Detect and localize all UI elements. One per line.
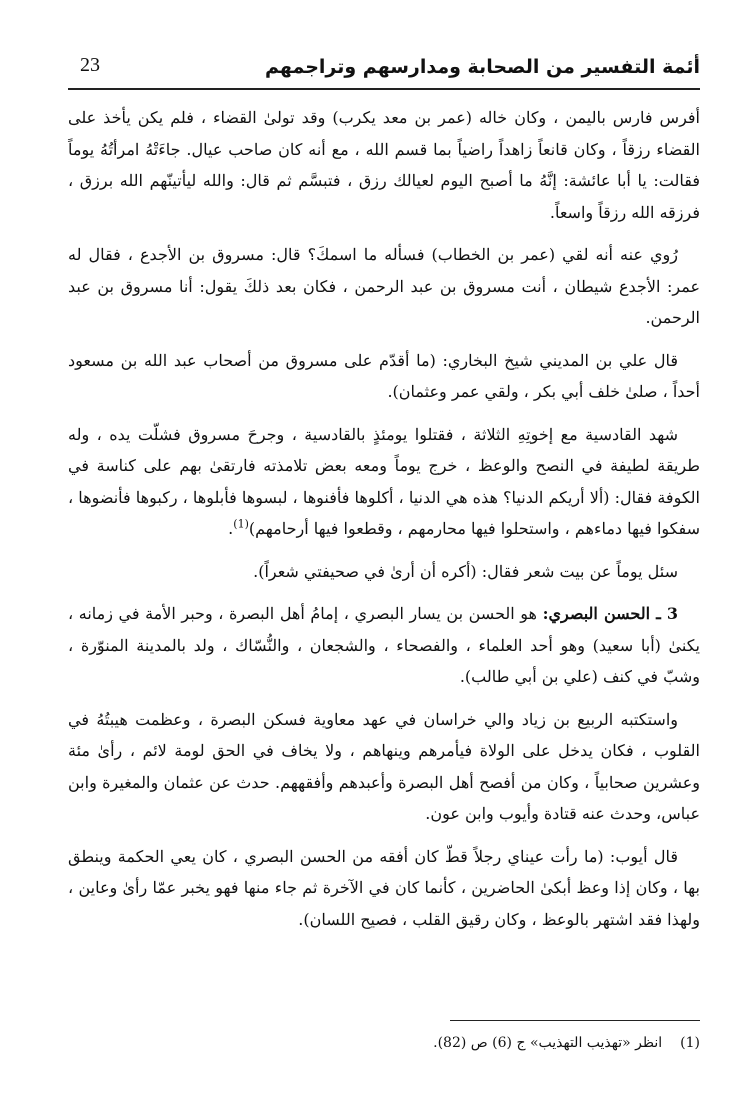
- paragraph-2: رُوي عنه أنه لقي (عمر بن الخطاب) فسأله ما اسمكَ؟ قال: مسروق بن الأجدع ، فقال له عمر: الأجدع شيطان ، أنت مسروق بن عبد الرحمن ، فكان بعد ذلكَ يقول: أنا مسروق بن عبد الرحمن.: [68, 245, 700, 327]
- paragraph-4: [68, 419, 700, 545]
- paragraph-3: قال علي بن المديني شيخ البخاري: (ما أقدّم على مسروق من أصحاب عبد الله بن مسعود أحداً ، صلىٰ خلف أبي بكر ، ولقي عمر وعثمان).: [68, 350, 700, 401]
- footnote-number: (1): [680, 1035, 700, 1051]
- section-heading: 3 ـ الحسن البصري:: [542, 604, 679, 623]
- page-number: 23: [80, 54, 100, 76]
- footnote-ref[interactable]: (1): [233, 517, 249, 531]
- body-text: [68, 102, 700, 946]
- running-header: [68, 40, 700, 90]
- footnote-text: انظر «تهذيب التهذيب» ج (6) ص (82).: [433, 1035, 663, 1051]
- paragraph-6: [68, 598, 700, 693]
- paragraph-1: أفرس فارس باليمن ، وكان خاله (عمر بن معد يكرب) وقد تولىٰ القضاء ، فلم يكن يأخذ على القضاء رزقاً ، وكان قانعاً زاهداً راضياً بما قسم الله ، مع أنه كان صاحب عيال. جاءَتْهُ امرأتُهُ يوماً فقالت: يا أبا عائشة: إنَّهُ ما أصبح اليوم لعيالك رزق ، فتبسَّم ثم قال: والله ليأتينّهم الله برزق ، فرزقه الله رزقاً واسعاً.: [68, 108, 700, 222]
- footnote-divider: [450, 1020, 700, 1021]
- header-title: أئمة التفسير من الصحابة ومدارسهم وتراجمهم: [265, 56, 700, 78]
- paragraph-4-text: شهد القادسية مع إخوتِهِ الثلاثة ، فقتلوا يومئذٍ بالقادسية ، وجرحَ مسروق فشلّت يده ، وله طريقة لطيفة في النصح والوعظ ، خرج يوماً ومعه بعض تلامذته فارتقىٰ بهم على كناسة في الكوفة فقال: (ألا أريكم الدنيا؟ هذه هي الدنيا ، أكلوها فأفنوها ، لبسوها فأبلوها ، ركبوها فأنضوها ، سفكوا فيها دماءهم ، واستحلوا فيها محارمهم ، وقطعوا فيها أرحامهم): [68, 424, 700, 538]
- document-page: [68, 40, 700, 1080]
- paragraph-5: سئل يوماً عن بيت شعر فقال: (أكره أن أرىٰ في صحيفتي شعراً).: [253, 561, 678, 581]
- paragraph-4-end: .: [228, 519, 234, 538]
- paragraph-6-text: هو الحسن بن يسار البصري ، إمامُ أهل البصرة ، وحبر الأمة في زمانه ، يكنىٰ (أبا سعيد) وهو أحد العلماء ، والفصحاء ، والشجعان ، والنُّسّاك ، ولد بالمدينة المنوّرة ، وشبّ في كنف (علي بن أبي طالب).: [68, 604, 700, 686]
- footnote: [68, 1032, 700, 1054]
- paragraph-7: واستكتبه الربيع بن زياد والي خراسان في عهد معاوية فسكن البصرة ، وعظمت هيبتُهُ في القلوب ، فكان يدخل على الولاة فيأمرهم وينهاهم ، ولا يخاف في الحق لومة لائم ، رأىٰ مئة وعشرين صحابياً ، وكان من أفصح أهل البصرة وأعبدهم وأفقههم. حدث عن عثمان والمغيرة وابن عباس، وحدث عنه قتادة وأيوب وابن عون.: [68, 709, 700, 823]
- paragraph-8: قال أيوب: (ما رأت عيناي رجلاً قطّ كان أفقه من الحسن البصري ، كان يعي الحكمة وينطق بها ، وكان إذا وعظ أبكىٰ الحاضرين ، كأنما كان في الآخرة ثم جاء منها فهو يخبر عمّا رأىٰ وعاين ، ولهذا فقد اشتهر بالوعظ ، وكان رقيق القلب ، فصيح اللسان).: [68, 846, 700, 929]
